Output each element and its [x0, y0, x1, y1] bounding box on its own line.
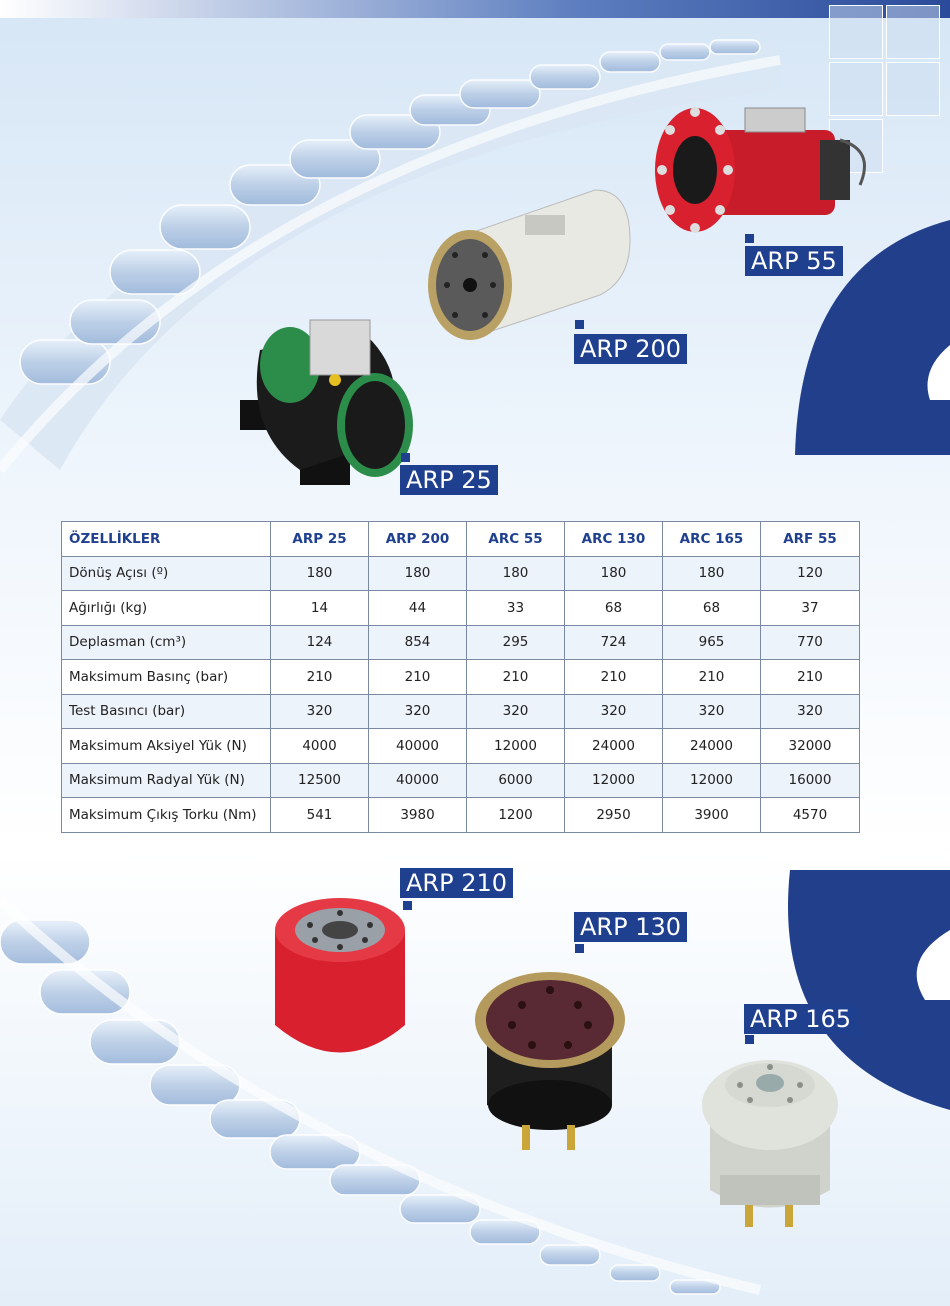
table-cell: 724	[565, 625, 663, 660]
table-cell: 180	[369, 556, 467, 591]
table-header-cell: ARC 55	[467, 522, 565, 557]
arp25-label: ARP 25	[400, 465, 498, 495]
table-cell: 37	[761, 591, 860, 626]
table-cell: 320	[271, 694, 369, 729]
table-cell: Maksimum Radyal Yük (N)	[62, 763, 271, 798]
table-cell: 24000	[663, 729, 761, 764]
table-cell: 44	[369, 591, 467, 626]
table-cell: 770	[761, 625, 860, 660]
table-cell: 68	[663, 591, 761, 626]
arp200-product-image	[425, 185, 635, 345]
arp130-label: ARP 130	[574, 912, 687, 942]
table-header-row	[62, 522, 860, 557]
table-cell: 320	[663, 694, 761, 729]
table-cell: 4570	[761, 798, 860, 833]
table-cell: 2950	[565, 798, 663, 833]
table-cell: 12000	[663, 763, 761, 798]
table-cell: 320	[369, 694, 467, 729]
table-row	[62, 556, 860, 591]
table-cell: 12000	[467, 729, 565, 764]
table-header-cell: ARP 25	[271, 522, 369, 557]
table-cell: 854	[369, 625, 467, 660]
arp55-marker	[745, 234, 754, 243]
table-header-cell: ARC 165	[663, 522, 761, 557]
table-cell: 68	[565, 591, 663, 626]
table-cell: 210	[565, 660, 663, 695]
table-cell: 541	[271, 798, 369, 833]
table-cell: 32000	[761, 729, 860, 764]
table-cell: Deplasman (cm³)	[62, 625, 271, 660]
specifications-table	[61, 521, 860, 833]
table-cell: Maksimum Aksiyel Yük (N)	[62, 729, 271, 764]
table-cell: 4000	[271, 729, 369, 764]
table-cell: 295	[467, 625, 565, 660]
table-cell: 210	[467, 660, 565, 695]
table-cell: 3900	[663, 798, 761, 833]
table-cell: 180	[663, 556, 761, 591]
table-row	[62, 694, 860, 729]
table-cell: 320	[467, 694, 565, 729]
table-cell: 320	[761, 694, 860, 729]
table-header-cell: ARC 130	[565, 522, 663, 557]
arp130-product-image	[472, 965, 627, 1160]
table-cell: 16000	[761, 763, 860, 798]
table-header-cell: ARP 200	[369, 522, 467, 557]
arp210-product-image	[270, 895, 410, 1065]
arp55-product-image	[650, 100, 880, 240]
table-cell: 210	[761, 660, 860, 695]
arp210-label: ARP 210	[400, 868, 513, 898]
arp165-label: ARP 165	[744, 1004, 857, 1034]
table-cell: 120	[761, 556, 860, 591]
deco-square	[886, 62, 940, 116]
table-cell: 12500	[271, 763, 369, 798]
table-cell: 40000	[369, 729, 467, 764]
table-cell: 210	[663, 660, 761, 695]
table-row	[62, 591, 860, 626]
table-cell: 124	[271, 625, 369, 660]
table-cell: 320	[565, 694, 663, 729]
arp25-marker	[401, 453, 410, 462]
table-cell: 210	[271, 660, 369, 695]
table-cell: 6000	[467, 763, 565, 798]
table-cell: 180	[467, 556, 565, 591]
table-cell: 965	[663, 625, 761, 660]
table-row	[62, 763, 860, 798]
table-cell: Maksimum Basınç (bar)	[62, 660, 271, 695]
table-cell: 180	[271, 556, 369, 591]
table-cell: Test Basıncı (bar)	[62, 694, 271, 729]
table-row	[62, 625, 860, 660]
table-cell: 3980	[369, 798, 467, 833]
table-cell: 40000	[369, 763, 467, 798]
table-cell: 210	[369, 660, 467, 695]
table-header-cell: ÖZELLİKLER	[62, 522, 271, 557]
arp165-marker	[745, 1035, 754, 1044]
table-row	[62, 798, 860, 833]
arp25-product-image	[240, 310, 420, 500]
table-cell: Dönüş Açısı (º)	[62, 556, 271, 591]
table-cell: 12000	[565, 763, 663, 798]
table-cell: Maksimum Çıkış Torku (Nm)	[62, 798, 271, 833]
table-cell: 1200	[467, 798, 565, 833]
table-cell: 14	[271, 591, 369, 626]
table-cell: 24000	[565, 729, 663, 764]
table-cell: 33	[467, 591, 565, 626]
table-header-cell: ARF 55	[761, 522, 860, 557]
arp200-label: ARP 200	[574, 334, 687, 364]
table-cell: Ağırlığı (kg)	[62, 591, 271, 626]
deco-square	[886, 5, 940, 59]
table-cell: 180	[565, 556, 663, 591]
table-row	[62, 729, 860, 764]
arp130-marker	[575, 944, 584, 953]
deco-square	[829, 5, 883, 59]
arp200-marker	[575, 320, 584, 329]
arp55-label: ARP 55	[745, 246, 843, 276]
arp165-product-image	[695, 1055, 845, 1235]
table-row	[62, 660, 860, 695]
